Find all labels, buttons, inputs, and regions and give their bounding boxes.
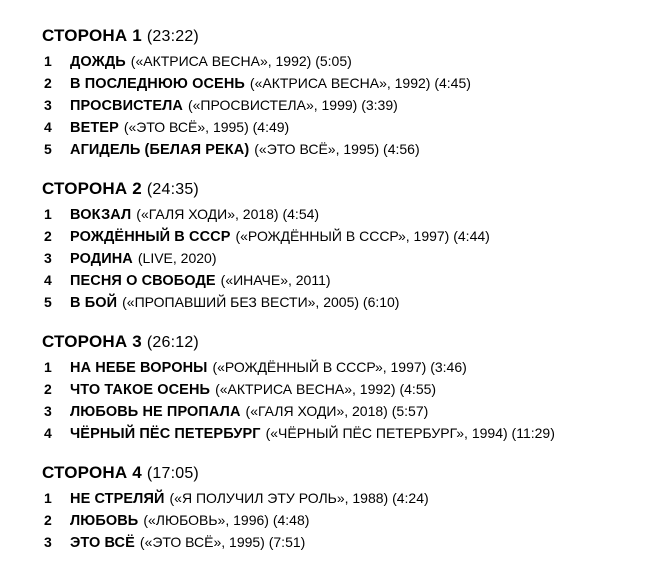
track-number: 1 (44, 206, 52, 222)
track-title: В ПОСЛЕДНЮЮ ОСЕНЬ (70, 76, 245, 92)
track-text (70, 75, 471, 93)
track-text (70, 206, 319, 224)
track-text (70, 250, 216, 268)
track-row (42, 512, 670, 530)
track-title: ПРОСВИСТЕЛА (70, 98, 183, 114)
track-number: 3 (44, 97, 52, 113)
track-meta: («АКТРИСА ВЕСНА», 1992) (4:55) (215, 381, 437, 397)
track-meta: («ПРОПАВШИЙ БЕЗ ВЕСТИ», 2005) (6:10) (122, 294, 400, 310)
track-meta: («ПРОСВИСТЕЛА», 1999) (3:39) (187, 97, 398, 113)
track-number: 2 (44, 381, 52, 397)
track-row (42, 119, 670, 137)
track-meta: («ИНАЧЕ», 2011) (220, 272, 331, 288)
side-duration: (23:22) (146, 28, 199, 45)
track-row (42, 534, 670, 552)
track-row (42, 403, 670, 421)
side-block (42, 179, 670, 312)
track-row (42, 381, 670, 399)
track-text (70, 53, 352, 71)
track-row (42, 490, 670, 508)
side-label: СТОРОНА 1 (42, 26, 142, 45)
track-number: 1 (44, 359, 52, 375)
track-row (42, 141, 670, 159)
track-title: ЧЁРНЫЙ ПЁС ПЕТЕРБУРГ (70, 426, 261, 442)
track-row (42, 206, 670, 224)
track-text (70, 97, 398, 115)
side-header (42, 332, 670, 352)
track-meta: («РОЖДЁННЫЙ В СССР», 1997) (4:44) (235, 228, 490, 244)
side-duration: (24:35) (146, 181, 199, 198)
track-title: РОДИНА (70, 251, 133, 267)
track-number: 3 (44, 403, 52, 419)
track-title: ЛЮБОВЬ (70, 513, 139, 529)
track-text (70, 425, 555, 443)
track-title: ДОЖДЬ (70, 54, 126, 70)
track-title: ЛЮБОВЬ НЕ ПРОПАЛА (70, 404, 241, 420)
track-number: 3 (44, 250, 52, 266)
track-title: ЧТО ТАКОЕ ОСЕНЬ (70, 382, 211, 398)
track-text (70, 228, 490, 246)
track-number: 2 (44, 512, 52, 528)
track-row (42, 359, 670, 377)
side-block (42, 26, 670, 159)
track-number: 4 (44, 272, 52, 288)
track-meta: («ЧЁРНЫЙ ПЁС ПЕТЕРБУРГ», 1994) (11:29) (265, 425, 555, 441)
track-row (42, 272, 670, 290)
track-number: 3 (44, 534, 52, 550)
track-title: ПЕСНЯ О СВОБОДЕ (70, 273, 216, 289)
track-number: 5 (44, 294, 52, 310)
track-number: 4 (44, 119, 52, 135)
track-meta: («ЭТО ВСЁ», 1995) (4:49) (123, 119, 290, 135)
track-row (42, 75, 670, 93)
track-text (70, 141, 420, 159)
track-meta: («Я ПОЛУЧИЛ ЭТУ РОЛЬ», 1988) (4:24) (169, 490, 429, 506)
side-header (42, 26, 670, 46)
track-meta: («ГАЛЯ ХОДИ», 2018) (5:57) (245, 403, 429, 419)
track-title: ВЕТЕР (70, 120, 119, 136)
track-row (42, 250, 670, 268)
track-meta: («ЛЮБОВЬ», 1996) (4:48) (143, 512, 310, 528)
side-duration: (17:05) (146, 465, 199, 482)
track-meta: (LIVE, 2020) (137, 250, 217, 266)
track-meta: («АКТРИСА ВЕСНА», 1992) (4:45) (249, 75, 471, 91)
side-duration: (26:12) (146, 334, 199, 351)
track-row (42, 97, 670, 115)
track-row (42, 425, 670, 443)
track-title: В БОЙ (70, 295, 118, 311)
track-text (70, 381, 436, 399)
track-number: 1 (44, 53, 52, 69)
track-meta: («ГАЛЯ ХОДИ», 2018) (4:54) (136, 206, 320, 222)
track-title: ВОКЗАЛ (70, 207, 132, 223)
track-meta: («ЭТО ВСЁ», 1995) (7:51) (139, 534, 306, 550)
track-row (42, 294, 670, 312)
track-text (70, 534, 305, 552)
side-label: СТОРОНА 4 (42, 463, 142, 482)
track-number: 2 (44, 228, 52, 244)
track-number: 5 (44, 141, 52, 157)
track-text (70, 272, 331, 290)
side-label: СТОРОНА 3 (42, 332, 142, 351)
track-text (70, 359, 467, 377)
track-number: 1 (44, 490, 52, 506)
side-label: СТОРОНА 2 (42, 179, 142, 198)
track-text (70, 490, 429, 508)
track-number: 2 (44, 75, 52, 91)
track-row (42, 53, 670, 71)
side-block (42, 332, 670, 443)
track-text (70, 512, 309, 530)
track-title: ЭТО ВСЁ (70, 535, 135, 551)
track-title: НЕ СТРЕЛЯЙ (70, 491, 165, 507)
track-text (70, 119, 289, 137)
track-title: АГИДЕЛЬ (БЕЛАЯ РЕКА) (70, 142, 250, 158)
track-number: 4 (44, 425, 52, 441)
track-row (42, 228, 670, 246)
track-meta: («РОЖДЁННЫЙ В СССР», 1997) (3:46) (212, 359, 467, 375)
track-title: НА НЕБЕ ВОРОНЫ (70, 360, 208, 376)
side-header (42, 179, 670, 199)
side-block (42, 463, 670, 552)
track-text (70, 403, 428, 421)
track-title: РОЖДЁННЫЙ В СССР (70, 229, 231, 245)
track-text (70, 294, 399, 312)
side-header (42, 463, 670, 483)
track-meta: («АКТРИСА ВЕСНА», 1992) (5:05) (130, 53, 352, 69)
track-meta: («ЭТО ВСЁ», 1995) (4:56) (254, 141, 420, 157)
